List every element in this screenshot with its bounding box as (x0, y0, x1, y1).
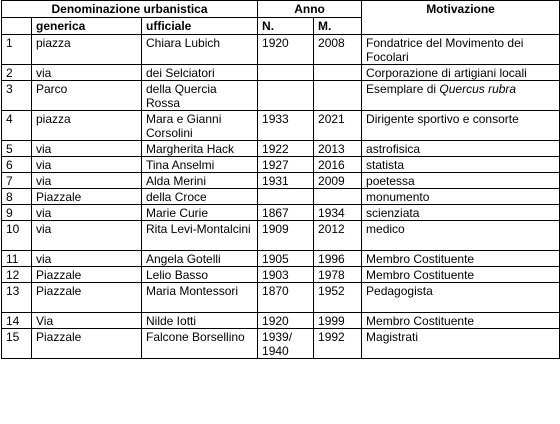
cell-morte-text: 1996 (318, 252, 345, 266)
cell-number (2, 251, 32, 267)
cell-morte-text: 2012 (318, 222, 345, 236)
cell-number (2, 221, 32, 251)
cell-generica-text: via (36, 252, 52, 266)
cell-morte (314, 111, 362, 141)
table-row (2, 141, 560, 157)
cell-ufficiale-text: Alda Merini (146, 174, 207, 188)
cell-ufficiale-text: Mara e Gianni Corsolini (146, 112, 222, 140)
table-row (2, 267, 560, 283)
cell-nascita-text: 1933 (262, 112, 289, 126)
cell-number-text: 2 (6, 66, 13, 80)
cell-ufficiale-text: Angela Gotelli (146, 252, 221, 266)
cell-generica-text: piazza (36, 36, 71, 50)
cell-morte (314, 205, 362, 221)
cell-nascita (258, 205, 314, 221)
cell-ufficiale (142, 173, 258, 189)
cell-generica (32, 205, 142, 221)
cell-morte (314, 173, 362, 189)
cell-generica (32, 251, 142, 267)
cell-generica (32, 35, 142, 65)
cell-nascita-text: 1927 (262, 158, 289, 172)
cell-nascita (258, 221, 314, 251)
cell-morte (314, 329, 362, 359)
cell-morte (314, 81, 362, 111)
cell-morte-text: 2008 (318, 36, 345, 50)
cell-nascita (258, 157, 314, 173)
cell-number-text: 13 (6, 284, 20, 298)
cell-nascita (258, 81, 314, 111)
cell-morte (314, 157, 362, 173)
cell-motivazione (362, 189, 560, 205)
cell-number-text: 11 (6, 252, 19, 266)
cell-ufficiale-text: Rita Levi-Montalcini (146, 222, 251, 236)
cell-ufficiale-text: Falcone Borsellino (146, 330, 245, 344)
table-row (2, 283, 560, 313)
header-morte: M. (314, 18, 362, 35)
cell-number (2, 111, 32, 141)
cell-nascita (258, 329, 314, 359)
cell-generica (32, 141, 142, 157)
cell-generica (32, 157, 142, 173)
cell-motivazione-text: Membro Costituente (366, 314, 475, 328)
cell-generica (32, 65, 142, 81)
cell-nascita (258, 251, 314, 267)
cell-ufficiale-text: della Quercia Rossa (146, 82, 217, 110)
cell-morte-text: 2021 (318, 112, 345, 126)
cell-ufficiale-text: Nilde Iotti (146, 314, 197, 328)
cell-motivazione-text: Corporazione di artigiani locali (366, 66, 527, 80)
cell-ufficiale (142, 283, 258, 313)
cell-ufficiale (142, 35, 258, 65)
cell-nascita-text: 1922 (262, 142, 289, 156)
cell-nascita (258, 141, 314, 157)
cell-number-text: 7 (6, 174, 13, 188)
table-row (2, 173, 560, 189)
cell-motivazione (362, 157, 560, 173)
cell-motivazione-text: astrofisica (366, 142, 421, 156)
cell-generica-text: via (36, 158, 52, 172)
cell-motivazione (362, 173, 560, 189)
street-names-table (1, 0, 560, 359)
cell-generica (32, 221, 142, 251)
cell-number (2, 141, 32, 157)
cell-morte-text: 1934 (318, 206, 345, 220)
cell-number-text: 4 (6, 112, 13, 126)
cell-ufficiale (142, 221, 258, 251)
table-row (2, 111, 560, 141)
cell-morte-text: 1978 (318, 268, 345, 282)
cell-motivazione (362, 111, 560, 141)
cell-motivazione-text: scienziata (366, 206, 420, 220)
cell-number (2, 313, 32, 329)
cell-motivazione (362, 251, 560, 267)
cell-motivazione (362, 283, 560, 313)
cell-morte-text: 1999 (318, 314, 345, 328)
cell-morte (314, 141, 362, 157)
cell-number (2, 283, 32, 313)
cell-ufficiale (142, 141, 258, 157)
cell-generica (32, 173, 142, 189)
cell-nascita-text: 1870 (262, 284, 289, 298)
cell-ufficiale-text: della Croce (146, 190, 207, 204)
table-row (2, 313, 560, 329)
cell-ufficiale (142, 81, 258, 111)
cell-motivazione (362, 329, 560, 359)
cell-number (2, 65, 32, 81)
cell-number-text: 10 (6, 222, 20, 236)
table-row (2, 157, 560, 173)
cell-number (2, 329, 32, 359)
cell-number (2, 173, 32, 189)
cell-generica-text: via (36, 222, 52, 236)
cell-ufficiale-text: Margherita Hack (146, 142, 235, 156)
cell-morte (314, 65, 362, 81)
cell-motivazione-text: monumento (366, 190, 430, 204)
header-motivazione: Motivazione (362, 1, 560, 35)
cell-ufficiale (142, 251, 258, 267)
cell-generica-text: Piazzale (36, 268, 82, 282)
cell-morte (314, 267, 362, 283)
cell-generica (32, 189, 142, 205)
cell-nascita-text: 1905 (262, 252, 289, 266)
cell-morte-text: 2016 (318, 158, 345, 172)
cell-motivazione (362, 35, 560, 65)
cell-nascita-text: 1920 (262, 314, 289, 328)
table-row (2, 221, 560, 251)
cell-motivazione (362, 81, 560, 111)
cell-morte (314, 35, 362, 65)
cell-nascita (258, 65, 314, 81)
cell-ufficiale (142, 267, 258, 283)
table-row (2, 81, 560, 111)
cell-motivazione-text: Membro Costituente (366, 268, 475, 282)
table-row (2, 251, 560, 267)
cell-number (2, 205, 32, 221)
cell-nascita-text: 1931 (262, 174, 289, 188)
cell-number-text: 5 (6, 142, 13, 156)
cell-generica (32, 267, 142, 283)
cell-number (2, 189, 32, 205)
cell-generica-text: piazza (36, 112, 71, 126)
cell-motivazione-text: Dirigente sportivo e consorte (366, 112, 519, 126)
cell-ufficiale-text: Tina Anselmi (146, 158, 215, 172)
cell-ufficiale (142, 205, 258, 221)
cell-ufficiale (142, 111, 258, 141)
cell-number (2, 157, 32, 173)
cell-generica-text: via (36, 206, 52, 220)
cell-nascita-text: 1920 (262, 36, 289, 50)
cell-generica (32, 81, 142, 111)
cell-number (2, 35, 32, 65)
cell-motivazione-text: poetessa (366, 174, 415, 188)
cell-motivazione (362, 205, 560, 221)
cell-nascita (258, 111, 314, 141)
cell-motivazione (362, 267, 560, 283)
cell-ufficiale-text: Marie Curie (146, 206, 209, 220)
cell-ufficiale (142, 313, 258, 329)
cell-motivazione (362, 221, 560, 251)
table-row (2, 189, 560, 205)
cell-nascita-text: 1903 (262, 268, 289, 282)
cell-motivazione-text: Fondatrice del Movimento dei Focolari (366, 36, 524, 64)
cell-ufficiale-text: Lelio Basso (146, 268, 209, 282)
cell-generica-text: Piazzale (36, 284, 82, 298)
cell-nascita (258, 189, 314, 205)
header-number (2, 18, 32, 35)
cell-motivazione-text: Membro Costituente (366, 252, 475, 266)
cell-generica-text: Parco (36, 82, 68, 96)
cell-morte (314, 251, 362, 267)
cell-nascita (258, 35, 314, 65)
cell-number-text: 9 (6, 206, 13, 220)
table-row (2, 35, 560, 65)
cell-ufficiale (142, 65, 258, 81)
cell-generica-text: via (36, 142, 52, 156)
cell-morte-text: 2009 (318, 174, 345, 188)
cell-number-text: 12 (6, 268, 20, 282)
cell-number-text: 1 (6, 36, 13, 50)
cell-nascita-text: 1867 (262, 206, 289, 220)
header-row-top (2, 1, 560, 18)
cell-nascita (258, 267, 314, 283)
cell-generica-text: Piazzale (36, 330, 82, 344)
species-name-italic: Quercus rubra (439, 82, 517, 96)
table-row (2, 329, 560, 359)
cell-number-text: 6 (6, 158, 13, 172)
cell-nascita-text: 1939/ 1940 (262, 330, 293, 358)
table-row (2, 65, 560, 81)
cell-morte (314, 189, 362, 205)
cell-motivazione-text: medico (366, 222, 405, 236)
cell-motivazione (362, 65, 560, 81)
cell-number (2, 267, 32, 283)
cell-motivazione (362, 313, 560, 329)
header-generica: generica (32, 18, 142, 35)
cell-generica (32, 329, 142, 359)
cell-motivazione-text: Pedagogista (366, 284, 433, 298)
cell-generica-text: via (36, 174, 52, 188)
cell-number-text: 3 (6, 82, 13, 96)
cell-motivazione-text: Esemplare di (366, 82, 440, 96)
cell-ufficiale (142, 157, 258, 173)
cell-nascita (258, 173, 314, 189)
cell-motivazione (362, 141, 560, 157)
cell-generica (32, 111, 142, 141)
cell-number (2, 81, 32, 111)
cell-nascita (258, 283, 314, 313)
cell-generica (32, 313, 142, 329)
cell-morte-text: 1952 (318, 284, 345, 298)
cell-ufficiale (142, 189, 258, 205)
cell-generica-text: Via (36, 314, 54, 328)
cell-number-text: 14 (6, 314, 20, 328)
cell-number-text: 8 (6, 190, 13, 204)
header-anno: Anno (258, 1, 362, 18)
header-ufficiale: ufficiale (142, 18, 258, 35)
cell-ufficiale (142, 329, 258, 359)
cell-ufficiale-text: Maria Montessori (146, 284, 239, 298)
cell-morte (314, 283, 362, 313)
cell-nascita-text: 1909 (262, 222, 289, 236)
cell-motivazione-text: statista (366, 158, 405, 172)
table-body (2, 35, 560, 359)
cell-generica (32, 283, 142, 313)
cell-morte-text: 1992 (318, 330, 345, 344)
cell-number-text: 15 (6, 330, 20, 344)
cell-morte-text: 2013 (318, 142, 345, 156)
cell-motivazione-text: Magistrati (366, 330, 419, 344)
cell-nascita (258, 313, 314, 329)
cell-ufficiale-text: dei Selciatori (146, 66, 215, 80)
cell-ufficiale-text: Chiara Lubich (146, 36, 221, 50)
cell-generica-text: via (36, 66, 52, 80)
cell-morte (314, 221, 362, 251)
cell-morte (314, 313, 362, 329)
cell-generica-text: Piazzale (36, 190, 82, 204)
header-denominazione: Denominazione urbanistica (2, 1, 258, 18)
header-nascita: N. (258, 18, 314, 35)
table-row (2, 205, 560, 221)
